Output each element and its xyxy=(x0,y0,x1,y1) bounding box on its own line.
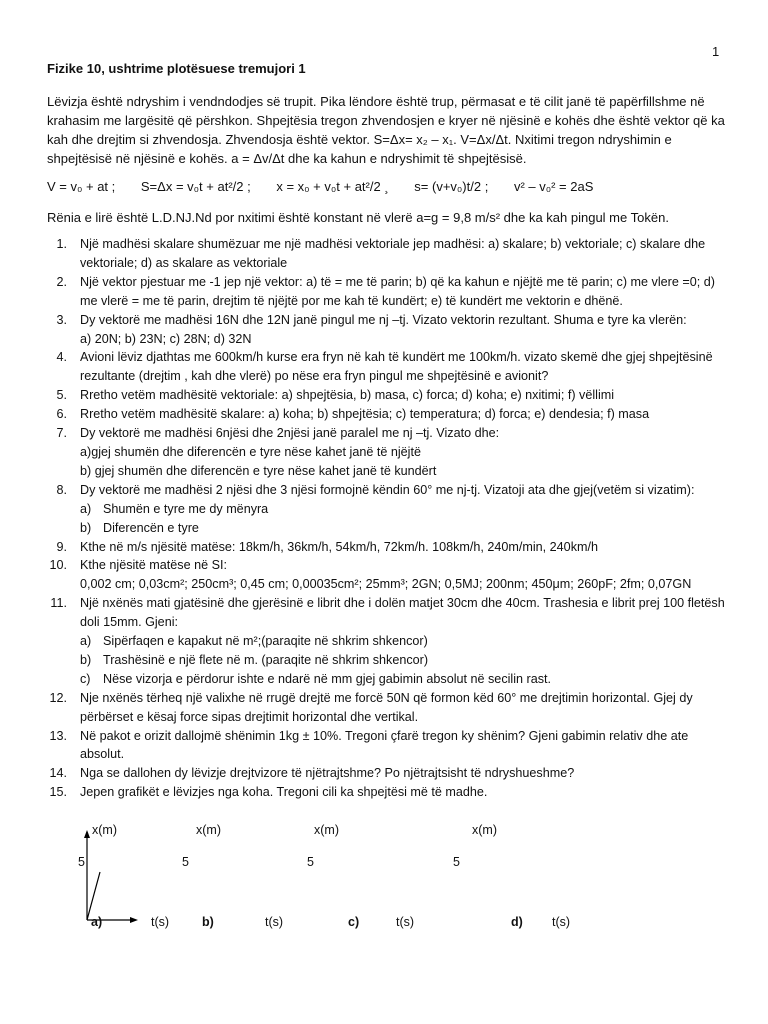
sub-option: a) Sipërfaqen e kapakut në m²;(paraqite në shkrim shkencor) xyxy=(80,634,428,649)
question-item: 10. Kthe njësitë matëse në SI: 0,002 cm; 0,03cm²; 250cm³; 0,45 cm; 0,00035cm²; 25mm³; 2GN; 0,5MJ; 200nm; 450μm; 260pF; 2fm; 0,07GN xyxy=(49,558,692,592)
question-item: 14. Nga se dallohen dy lëvizje drejtvizore të njëtrajtshme? Po njëtrajtsisht të ndryshueshme? xyxy=(49,766,575,781)
question-item: 5. Rretho vetëm madhësitë vektoriale: a) shpejtësia, b) masa, c) forca; d) koha; e) nxitimi; f) vëllimi xyxy=(56,388,615,403)
page-number: 1 xyxy=(712,44,720,59)
question-item: 9. Kthe në m/s njësitë matëse: 18km/h, 36km/h, 54km/h, 72km/h. 108km/h, 240m/min, 240km/h xyxy=(56,539,598,554)
question-item: 15. Jepen grafikët e lëvizjes nga koha. Tregoni cili ka shpejtësi më të madhe. xyxy=(49,785,488,800)
question-item: 4. Avioni lëviz djathtas me 600km/h kurse era fryn në kah të kundërt me 100km/h. vizato skemë dhe gjej shpejtësinë rezultante (drejtim , kah dhe vlerë) po nëse era fryn pingul me shpejtësinë e avionit? xyxy=(56,350,713,384)
question-item: 11. Një nxënës mati gjatësinë dhe gjerësinë e librit dhe i dolën matjet 30cm dhe 40cm. Trashesia e librit prej 100 fletësh doli 15mm. Gjeni: a) Sipërfaqen e kapakut në m²;(paraqite në shkrim shkencor) b) Trashësinë e një flete në m. (paraqite në shkrim shkencor) c) Nëse vizorja e përdorur ishte e ndarë në mm gjej gabimin absolut në secilin rast. xyxy=(47,594,727,689)
graph-c-y-label: x(m) xyxy=(314,823,339,837)
arrow-up-icon xyxy=(84,830,90,838)
graph-d-x-label: t(s) xyxy=(552,915,571,929)
graph-b-label: b) xyxy=(202,915,214,929)
document-title: Fizike 10, ushtrime plotësuese tremujori 1 xyxy=(47,61,306,76)
graph-d-label: d) xyxy=(511,915,523,929)
graph-c-y-tick: 5 xyxy=(307,855,314,869)
question-item: 3. Dy vektorë me madhësi 16N dhe 12N janë pingul me nj –tj. Vizato vektorin rezultant. Shuma e tyre ka vlerën: a) 20N; b) 23N; c) 28N; d) 32N xyxy=(56,312,687,346)
question-item: 6. Rretho vetëm madhësitë skalare: a) koha; b) shpejtësia; c) temperatura; d) forca; e) dendesia; f) masa xyxy=(56,407,650,422)
graph-d-y-tick: 5 xyxy=(453,855,460,869)
graph-b-y-tick: 5 xyxy=(182,855,189,869)
formula-position: x = x₀ + v₀t + at²/2 ¸ xyxy=(276,179,389,194)
motion-graphs xyxy=(0,820,768,950)
question-item: 12. Nje nxënës tërheq një valixhe në rrugë drejtë me forcë 50N që formon kёd 60° me drejtimin horizontal. Gjej dy përbërset e kësaj force sipas drejtimit horizontal dhe vertikal. xyxy=(49,690,693,724)
graph-a-label: a) xyxy=(91,915,103,929)
intro-paragraph: Lëvizja është ndryshim i vendndodjes së trupit. Pika lëndore është trup, përmasat e të cilit janë të papërfillshme në krahasim me largësitë që përshkon. Shpejtësia tregon zhvendosjen e kryer në njësinë e kohës dhe është vektor që ka kah dhe drejtim si zhvendosja. Zhvendosja është vektor. S=Δx= x₂ – x₁. V=Δx/Δt. Nxitimi tregon ndryshimin e shpejtësisë në njësinë e kohës. a = Δv/Δt dhe ka kahun e ndryshimit të shpejtësisë. xyxy=(47,94,725,166)
graph-a-y-label: x(m) xyxy=(92,823,117,837)
graph-c-label: c) xyxy=(348,915,360,929)
question-item: 2. Një vektor pjestuar me -1 jep një vektor: a) të = me të parin; b) që ka kahun e njëjtë me të parin; c) me vlere =0; d) me vlerë = me të parin, drejtim të njëjtë por me kah të kundërt; e) të kundërt me vektorin e dhënë. xyxy=(56,274,715,308)
sub-option: a) Shumën e tyre me dy mënyra xyxy=(80,501,269,516)
question-item: 13. Në pakot e orizit dallojmë shënimin 1kg ± 10%. Tregoni çfarë tregon ky shënim? Gjeni gabimin relativ dhe ate absolut. xyxy=(49,728,689,762)
graph-a-line xyxy=(87,872,100,920)
formula-displacement: S=Δx = v₀t + at²/2 ; xyxy=(140,179,251,194)
graph-b-x-label: t(s) xyxy=(265,915,284,929)
question-item: 7. Dy vektorë me madhësi 6njësi dhe 2njësi janë paralel me nj –tj. Vizato dhe: a)gjej shumën dhe diferencën e tyre nëse kahet janë të njëjtë b) gjej shumën dhe diferencën e tyre nëse kahet janë të kundërt xyxy=(56,426,500,478)
graph-a-axes xyxy=(80,830,140,930)
free-fall-paragraph: Rënia e lirë është L.D.NJ.Nd por nxitimi është konstant në vlerë a=g = 9,8 m/s² dhe ka kah pingul me Tokën. xyxy=(47,210,669,225)
formula-distance: s= (v+v₀)t/2 ; xyxy=(414,179,489,194)
graph-c-x-label: t(s) xyxy=(396,915,415,929)
graph-a-x-label: t(s) xyxy=(151,915,170,929)
question-list xyxy=(47,235,727,802)
sub-option: b) Diferencën e tyre xyxy=(80,520,199,535)
graph-d-y-label: x(m) xyxy=(472,823,497,837)
question-item: 8. Dy vektorë me madhësi 2 njësi dhe 3 njësi formojnë këndin 60° me nj-tj. Vizatoji ata dhe gjej(vetëm si vizatim): a) Shumën e tyre me dy mënyra b) Diferencën e tyre xyxy=(47,481,727,538)
sub-option: b) Trashësinë e një flete në m. (paraqite në shkrim shkencor) xyxy=(80,652,429,667)
graph-a-y-tick: 5 xyxy=(78,855,85,869)
sub-option: c) Nëse vizorja e përdorur ishte e ndarë në mm gjej gabimin absolut në secilin rast. xyxy=(80,671,552,686)
arrow-right-icon xyxy=(130,917,138,923)
graph-b-y-label: x(m) xyxy=(196,823,221,837)
formula-line xyxy=(47,177,727,196)
question-item: 1. Një madhësi skalare shumëzuar me një madhësi vektoriale jep madhësi: a) skalare; b) vektoriale; c) skalare dhe vektoriale; d) as skalare as vektoriale xyxy=(56,237,706,270)
formula-velocity: V = v₀ + at ; xyxy=(47,179,116,194)
formula-timeless: v² – v₀² = 2aS xyxy=(513,179,594,194)
